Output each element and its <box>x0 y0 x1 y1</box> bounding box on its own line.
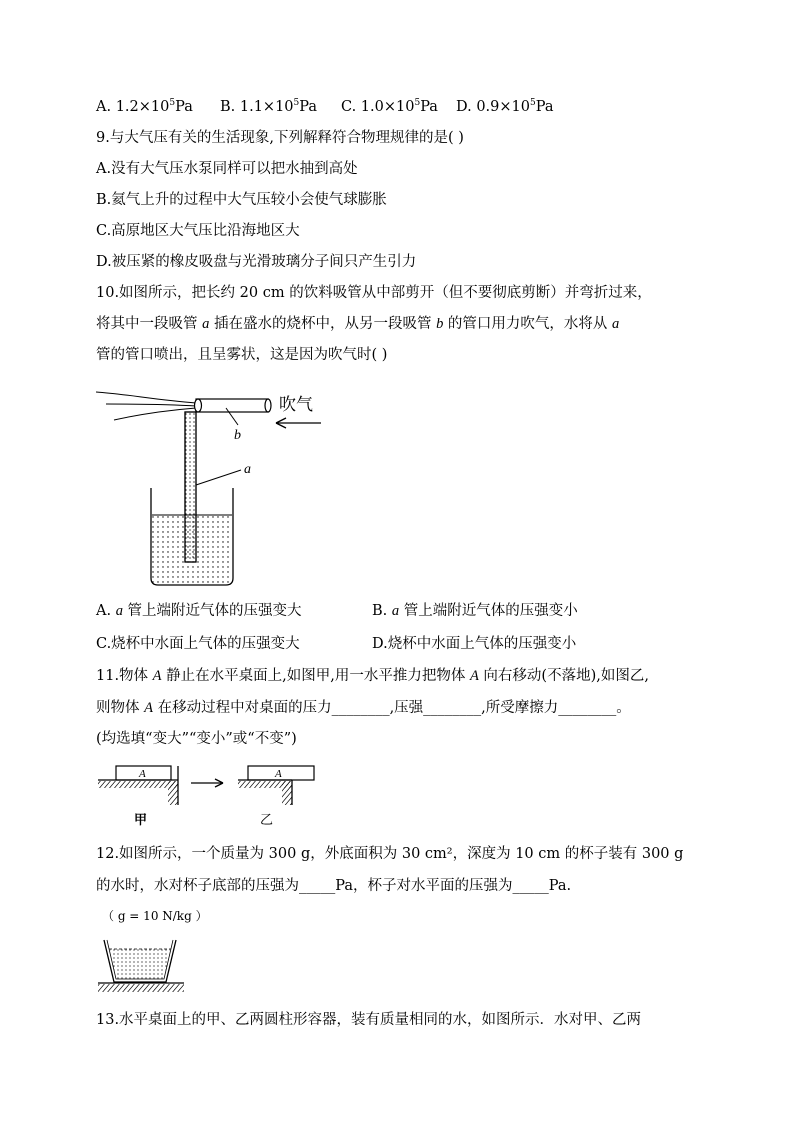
q9-option-d: D.被压紧的橡皮吸盘与光滑玻璃分子间只产生引力 <box>96 254 417 270</box>
q10-line-1: 10.如图所示，把长约 20 cm 的饮料吸管从中部剪开（但不要彻底剪断）并弯折过来， <box>96 285 652 301</box>
q10-option-a: A. a 管上端附近气体的压强变大 <box>96 603 302 619</box>
figure-label-a: a <box>244 462 251 477</box>
q10-option-d: D.烧杯中水面上气体的压强变小 <box>372 636 577 652</box>
q13-line-1: 13.水平桌面上的甲、乙两圆柱形容器，装有质量相同的水，如图所示．水对甲、乙两 <box>96 1012 642 1028</box>
figure-label-blow: 吹气 <box>279 395 313 415</box>
q12-line-1: 12.如图所示，一个质量为 300 g，外底面积为 30 cm²，深度为 10 cm 的杯子装有 300 g <box>96 846 684 862</box>
cup-figure <box>96 932 186 998</box>
q9-option-a: A.没有大气压水泵同样可以把水抽到高处 <box>96 161 358 177</box>
q12-line-3: （ g = 10 N/kg ） <box>102 909 208 923</box>
caption-jia: 甲 <box>134 813 148 828</box>
caption-yi: 乙 <box>260 813 274 828</box>
q8-option-b: B. $1.1\times 10^5Pa$ <box>220 98 318 115</box>
q8-option-a: A. $1.2\times 10^5Pa$ <box>96 98 193 115</box>
q9-option-b: B.氦气上升的过程中大气压较小会使气球膨胀 <box>96 192 387 208</box>
q10-line-2: 将其中一段吸管 a 插在盛水的烧杯中，从另一段吸管 b 的管口用力吹气，水将从 a <box>96 316 620 332</box>
q10-option-c: C.烧杯中水面上气体的压强变大 <box>96 636 300 652</box>
q8-option-d: D. $0.9\times 10^5Pa$ <box>456 98 554 115</box>
q9-stem: 9.与大气压有关的生活现象,下列解释符合物理规律的是( ) <box>96 130 464 146</box>
block-label-jia: A <box>139 768 146 780</box>
q9-option-c: C.高原地区大气压比沿海地区大 <box>96 223 300 239</box>
block-table-figure <box>96 760 326 830</box>
q11-line-2: 则物体 A 在移动过程中对桌面的压力________,压强________,所受摩擦力________。 <box>96 700 631 716</box>
figure-label-b: b <box>234 428 241 443</box>
q10-option-b: B. a 管上端附近气体的压强变小 <box>372 603 578 619</box>
block-label-yi: A <box>275 768 282 780</box>
q8-option-c: C. $1.0\times 10^5Pa$ <box>341 98 438 115</box>
q11-line-3: (均选填“变大”“变小”或“不变”) <box>96 731 297 747</box>
q10-line-3: 管的管口喷出，且呈雾状，这是因为吹气时( ) <box>96 347 388 363</box>
q11-line-1: 11.物体 A 静止在水平桌面上,如图甲,用一水平推力把物体 A 向右移动(不落地),如图乙, <box>96 668 649 684</box>
q12-line-2: 的水时，水对杯子底部的压强为_____Pa，杯子对水平面的压强为_____Pa. <box>96 878 572 894</box>
straw-beaker-figure <box>96 380 336 590</box>
